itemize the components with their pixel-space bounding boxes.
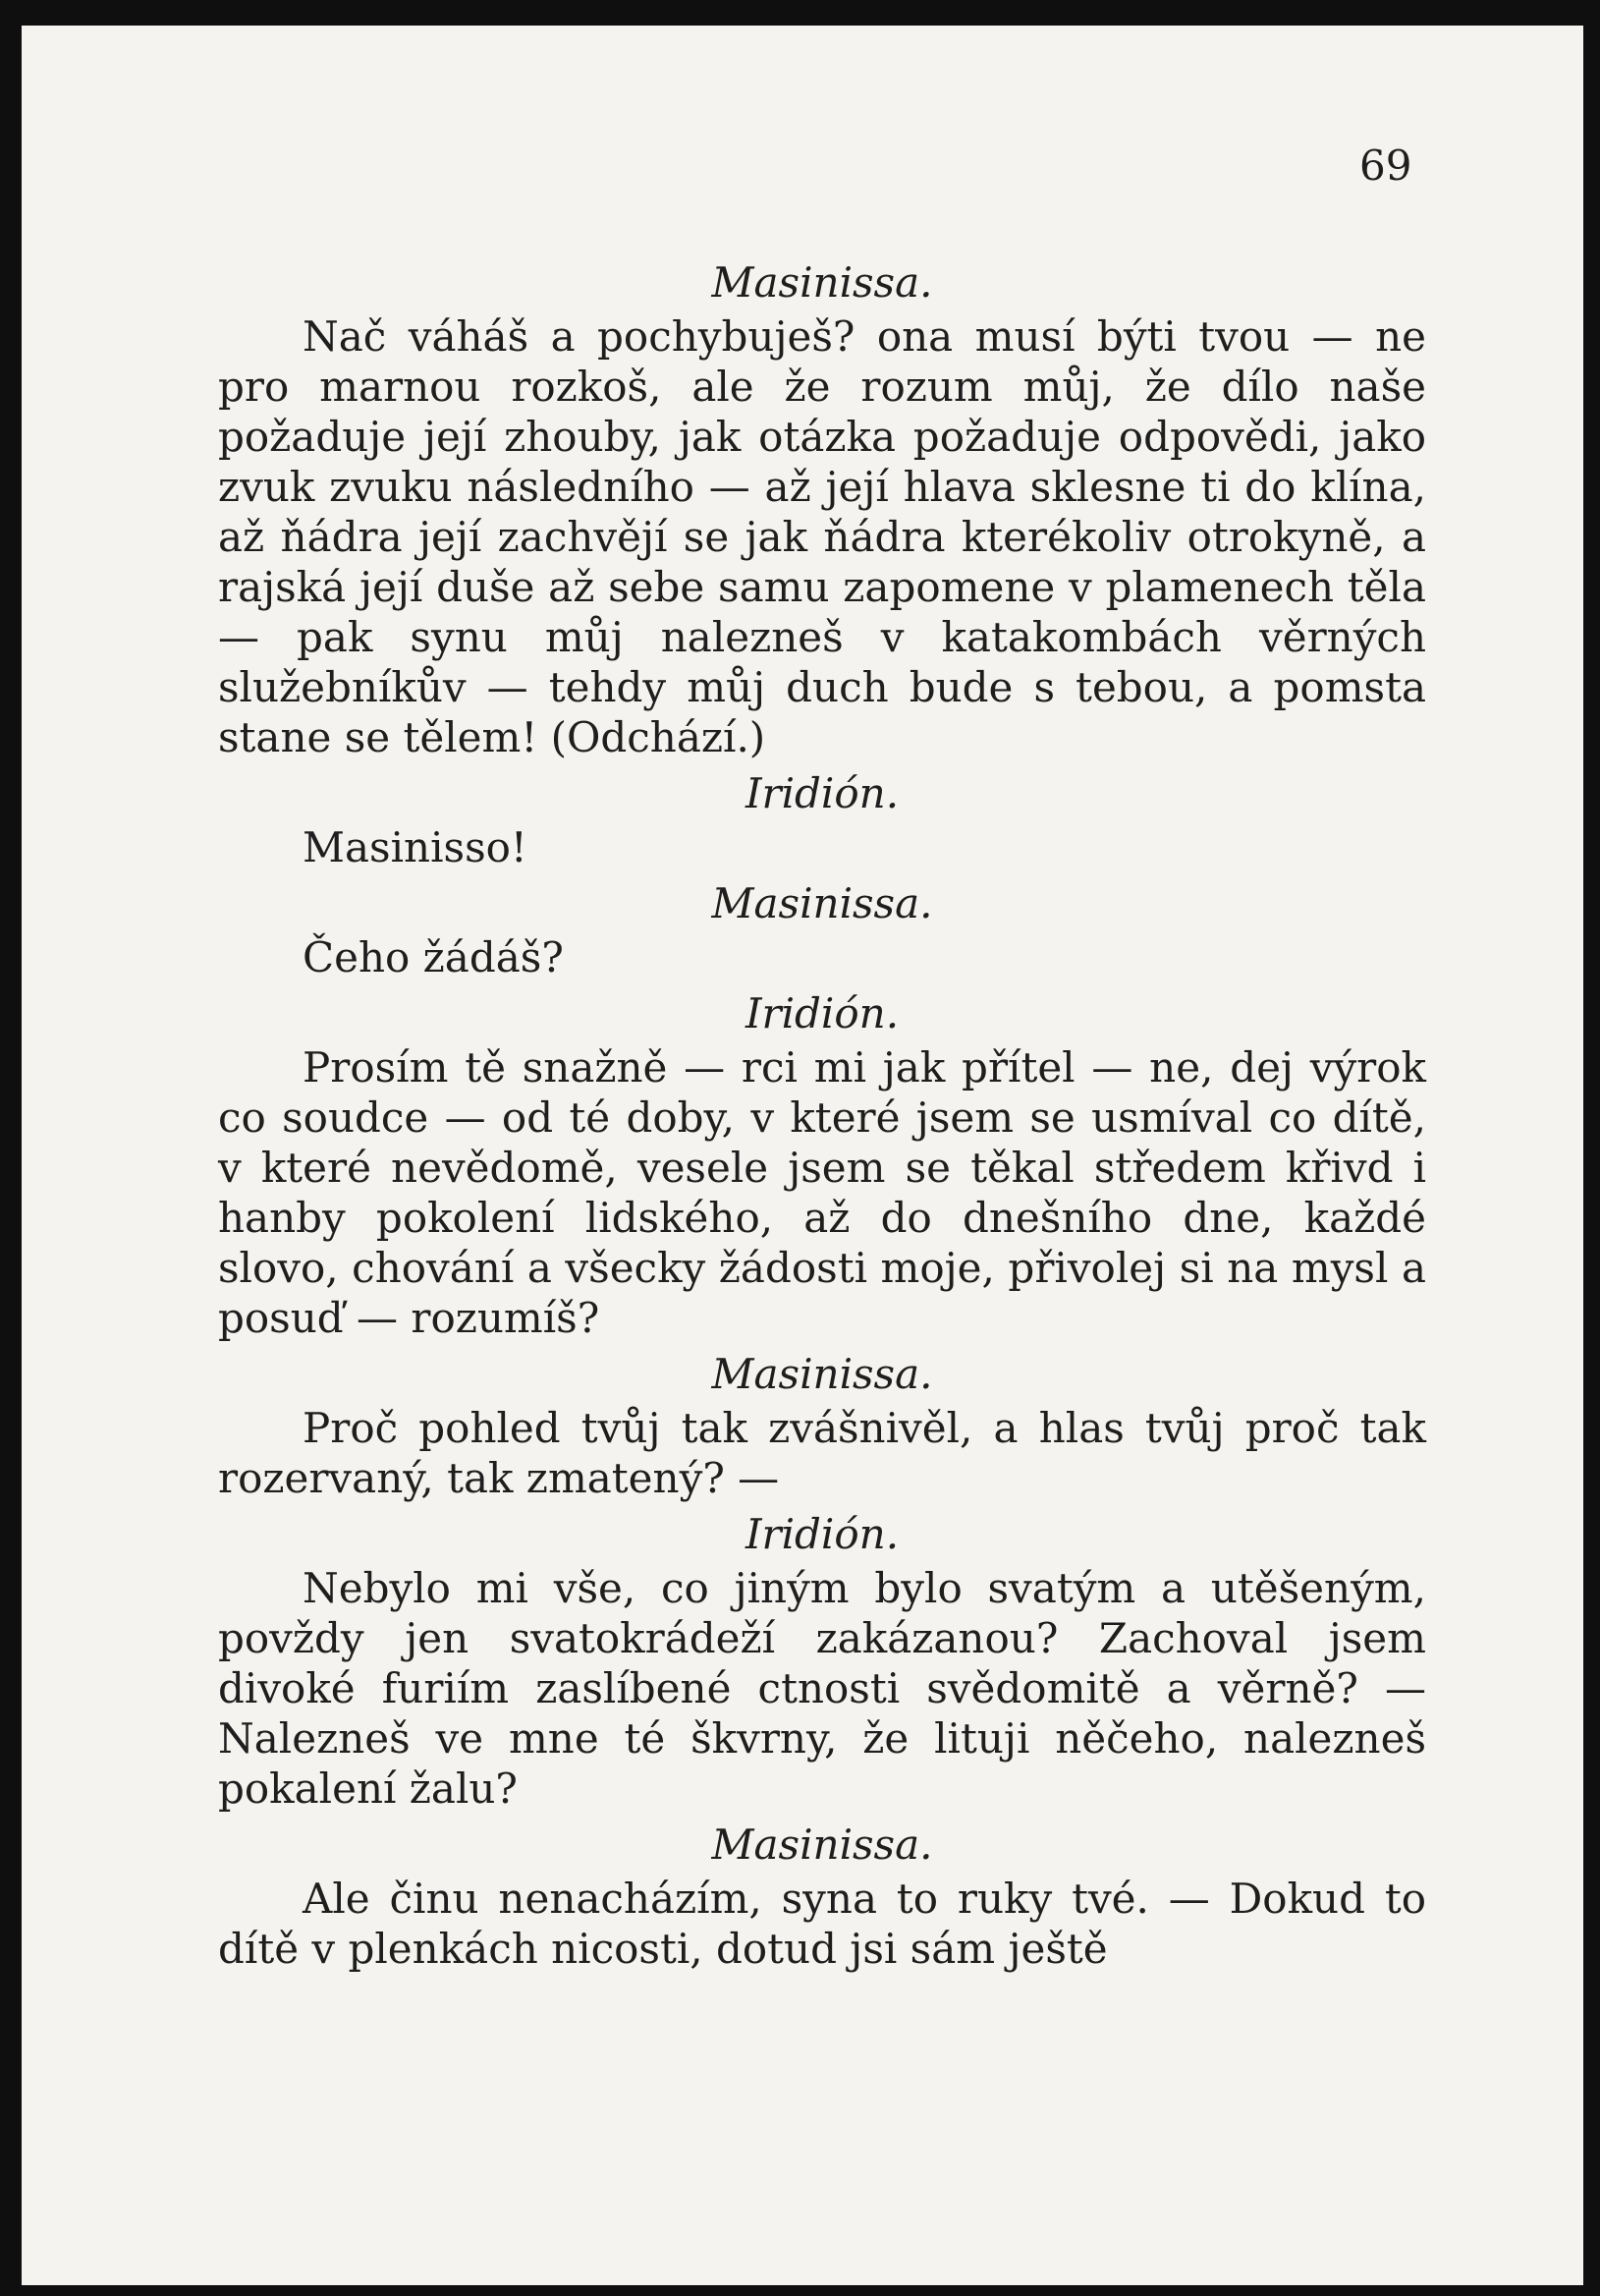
page-number: 69 xyxy=(1359,141,1412,190)
dialogue-paragraph: Ale činu nenacházím, syna to ruky tvé. — Dokud to dítě v plenkách nicosti, dotud jsi sám ještě xyxy=(218,1875,1426,1973)
dialogue-paragraph: Prosím tě snažně — rci mi jak přítel — ne, dej výrok co soudce — od té doby, v které jsem se usmíval co dítě, v které nevědomě, vesele jsem se těkal středem křivd i hanby pokolení lidského, až do dnešního dne, každé slovo, chování a všecky žádosti moje, přivolej si na mysl a posuď — rozumíš? xyxy=(218,1043,1426,1342)
dialogue-paragraph: Nebylo mi vše, co jiným bylo svatým a utěšeným, povždy jen svatokrádeží zakázanou? Zachoval jsem divoké furiím zaslíbené ctnosti svědomitě a věrně? — Nalezneš ve mne té škvrny, že lituji něčeho, nalezneš pokalení žalu? xyxy=(218,1564,1426,1813)
speaker-name: Iridión. xyxy=(745,1510,900,1558)
speaker-name: Iridión. xyxy=(745,769,900,817)
dialogue-text xyxy=(218,252,1426,1974)
speaker-name: Iridión. xyxy=(745,989,900,1037)
dialogue-paragraph: Čeho žádáš? xyxy=(303,933,564,981)
book-page xyxy=(22,26,1583,2285)
speaker-name: Masinissa. xyxy=(711,258,933,307)
speaker-name: Masinissa. xyxy=(711,879,933,927)
dialogue-paragraph: Nač váháš a pochybuješ? ona musí býti tvou — ne pro marnou rozkoš, ale že rozum můj, že dílo naše požaduje její zhouby, jak otázka požaduje odpovědi, jako zvuk zvuku následního — až její hlava sklesne ti do klína, až ňádra její zachvějí se jak ňádra kterékoliv otrokyně, a rajská její duše až sebe samu zapomene v plamenech těla — pak synu můj nalezneš v katakombách věrných služebníkův — tehdy můj duch bude s tebou, a pomsta stane se tělem! (Odchází.) xyxy=(218,312,1426,761)
dialogue-paragraph: Proč pohled tvůj tak zvášnivěl, a hlas tvůj proč tak rozervaný, tak zmatený? — xyxy=(218,1404,1426,1502)
dialogue-paragraph: Masinisso! xyxy=(303,823,527,871)
speaker-name: Masinissa. xyxy=(711,1350,933,1398)
speaker-name: Masinissa. xyxy=(711,1820,933,1869)
